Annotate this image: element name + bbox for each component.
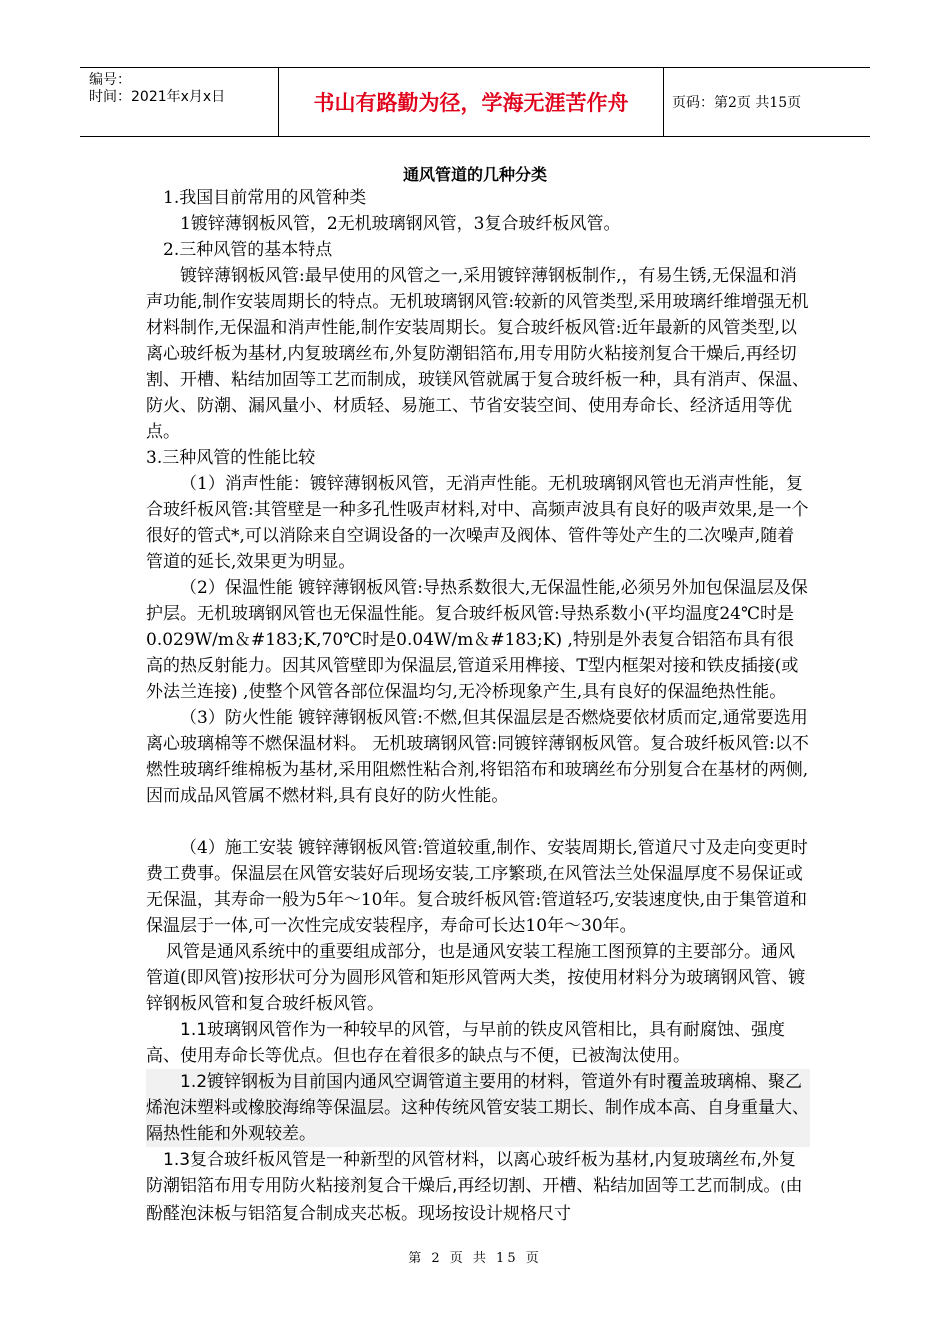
header-motto: 书山有路勤为径，学海无涯苦作舟 xyxy=(278,68,664,136)
paragraph: （4）施工安装 镀锌薄钢板风管:管道较重,制作、安装周期长,管道尺寸及走向变更时费工费事。保温层在风管安装好后现场安装,工序繁琐,在风管法兰处保温厚度不易保证或无保温，其寿命一般为5年～10年。复合玻纤板风管:管道轻巧,安装速度快,由于集管道和保温层于一体,可一次性完成安装程序，寿命可长达10年～30年。 xyxy=(146,838,808,936)
paragraph: 1.2镀锌钢板为目前国内通风空调管道主要用的材料，管道外有时覆盖玻璃棉、聚乙烯泡沫塑料或橡胶海绵等保温层。这种传统风管安装工期长、制作成本高、自身重量大、隔热性能和外观较差。 xyxy=(146,1069,810,1147)
paragraph: （1）消声性能：镀锌薄钢板风管，无消声性能。无机玻璃钢风管也无消声性能，复合玻纤板风管:其管壁是一种多孔性吸声材料,对中、高频声波具有良好的吸声效果,是一个很好的管式*,可以消除来自空调设备的一次噪声及阀体、管件等处产生的二次噪声,随着管道的延长,效果更为明显。 xyxy=(146,474,809,572)
paragraph: 1.1玻璃钢风管作为一种较早的风管，与早前的铁皮风管相比，具有耐腐蚀、强度高、使用寿命长等优点。但也存在着很多的缺点与不便，已被淘汰使用。 xyxy=(146,1020,786,1066)
document-body xyxy=(146,185,810,1227)
document-title: 通风管道的几种分类 xyxy=(402,165,547,184)
paragraph xyxy=(146,1147,810,1227)
paragraph: 1镀锌薄钢板风管，2无机玻璃钢风管，3复合玻纤板风管。 xyxy=(180,214,621,234)
header-code: 编号： xyxy=(89,72,131,88)
paragraph-text: 由酚醛泡沫板与铝箔复合制成夹芯板。现场按设计规格尺寸 xyxy=(146,1176,803,1224)
section-heading-2: 2.三种风管的基本特点 xyxy=(163,240,333,260)
paragraph-text: 1.3复合玻纤板风管是一种新型的风管材料，以离心玻纤板为基材,内复玻璃丝布,外复防潮铝箔布用专用防火粘接剂复合干燥后,再经切割、开槽、粘结加固等工艺而制成。 xyxy=(146,1150,796,1196)
paragraph: 风管是通风系统中的重要组成部分，也是通风安装工程施工图预算的主要部分。通风管道(即风管)按形状可分为圆形风管和矩形风管两大类，按使用材料分为玻璃钢风管、镀锌钢板风管和复合玻纤板风管。 xyxy=(146,942,806,1014)
page-footer: 第 2 页 共 15 页 xyxy=(408,1251,542,1266)
blank-line xyxy=(146,809,810,835)
header-meta xyxy=(80,68,278,136)
page-header xyxy=(80,67,870,137)
section-heading-3: 3.三种风管的性能比较 xyxy=(146,448,316,468)
paragraph: （2）保温性能 镀锌薄钢板风管:导热系数很大,无保温性能,必须另外加包保温层及保护层。无机玻璃钢风管也无保温性能。复合玻纤板风管:导热系数小(平均温度24℃时是0.029W/m＆#183;K,70℃时是0.04W/m＆#183;K) ,特别是外表复合铝箔布具有很高的热反射能力。因其风管壁即为保温层,管道采用榫接、T型内框架对接和铁皮插接(或外法兰连接) ,使整个风管各部位保温均匀,无冷桥现象产生,具有良好的保温绝热性能。 xyxy=(146,578,808,702)
section-heading-1: 1.我国目前常用的风管种类 xyxy=(163,188,367,208)
paragraph-paren: ( xyxy=(780,1180,786,1195)
header-page-info: 页码：第2页 共15页 xyxy=(672,95,802,111)
header-date: 时间：2021年x月x日 xyxy=(89,89,226,105)
paragraph: 镀锌薄钢板风管:最早使用的风管之一,采用镀锌薄钢板制作,，有易生锈,无保温和消声功能,制作安装周期长的特点。无机玻璃钢风管:较新的风管类型,采用玻璃纤维增强无机材料制作,无保温和消声性能,制作安装周期长。复合玻纤板风管:近年最新的风管类型,以离心玻纤板为基材,内复玻璃丝布,外复防潮铝箔布,用专用防火粘接剂复合干燥后,再经切割、开槽、粘结加固等工艺而制成，玻镁风管就属于复合玻纤板一种，具有消声、保温、防火、防潮、漏风量小、材质轻、易施工、节省安装空间、使用寿命长、经济适用等优点。 xyxy=(146,266,809,442)
paragraph: （3）防火性能 镀锌薄钢板风管:不燃,但其保温层是否燃烧要依材质而定,通常要选用离心玻璃棉等不燃保温材料。 无机玻璃钢风管:同镀锌薄钢板风管。复合玻纤板风管:以不燃性玻璃纤维棉板为基材,采用阻燃性粘合剂,将铝箔布和玻璃丝布分别复合在基材的两侧,因而成品风管属不燃材料,具有良好的防火性能。 xyxy=(146,708,809,806)
